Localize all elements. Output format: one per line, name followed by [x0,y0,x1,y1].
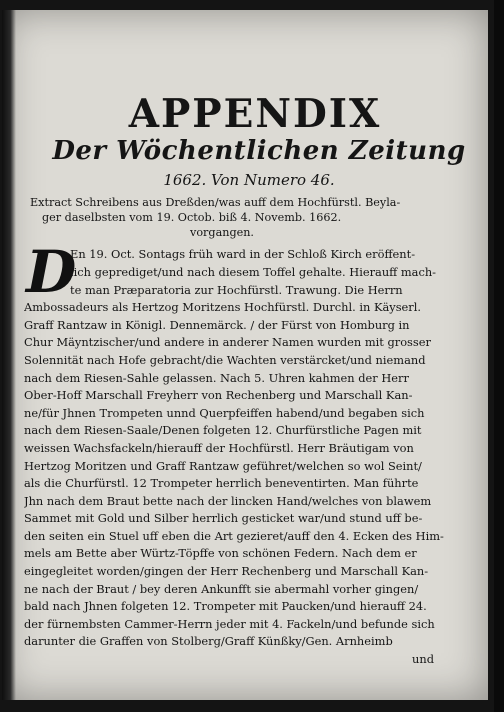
text-line: und [412,652,434,667]
extract-heading [30,196,474,240]
text-line: te man Præparatoria zur Hochfürstl. Trawung. Die Herrn [70,282,403,297]
drop-cap: D [26,238,77,307]
text-line: Chur Mäyntzischer/und andere in anderer Namen wurden mit grosser [24,335,431,350]
text-line: lich geprediget/und nach diesem Toffel gehalte. Hierauff mach- [70,264,437,279]
text-line: Solennität nach Hofe gebracht/die Wachten verstärcket/und niemand [24,352,426,367]
text-line: Ober-Hoff Marschall Freyherr von Rechenberg und Marschall Kan- [24,388,413,403]
text-line: darunter die Graffen von Stolberg/Graff Künßky/Gen. Arnheimb [24,634,393,649]
document-content [24,66,474,669]
text-line: ne/für Jhnen Trompeten unnd Querpfeiffen habend/und begaben sich [24,405,425,420]
appendix-heading: APPENDIX [128,91,382,137]
page-shadow-edge [2,10,16,700]
zeitung-title: Der Wöchentlichen Zeitung [52,136,466,166]
text-line: En 19. Oct. Sontags früh ward in der Schloß Kirch eröffent- [70,247,416,262]
text-line: nach dem Riesen-Sahle gelassen. Nach 5. Uhren kahmen der Herr [24,370,409,385]
issue-number: 1662. Von Numero 46. [163,171,335,189]
text-line: eingegleitet worden/gingen der Herr Rechenberg und Marschall Kan- [24,564,429,579]
text-line: Graff Rantzaw in Königl. Dennemärck. / der Fürst von Homburg in [24,317,410,332]
article-body [24,238,474,668]
text-line: Hertzog Moritzen und Graff Rantzaw geführet/welchen so wol Seint/ [24,458,422,473]
text-line: bald nach Jhnen folgeten 12. Trompeter mit Paucken/und hierauff 24. [24,599,427,614]
text-line: mels am Bette aber Würtz-Töpffe von schönen Federn. Nach dem er [24,546,417,561]
binding-edge [494,0,504,712]
text-line: Ambossadeurs als Hertzog Moritzens Hochfürstl. Durchl. in Käyserl. [24,300,421,315]
text-line: Sammet mit Gold und Silber herrlich gesticket war/und stund uff be- [24,511,423,526]
text-line: Jhn nach dem Braut bette nach der lincken Hand/welches von blawem [24,493,432,508]
text-line: als die Churfürstl. 12 Trompeter herrlich beneventirten. Man führte [24,476,419,491]
extract-line: vorgangen. [190,225,254,239]
extract-line: Extract Schreibens aus Dreßden/was auff dem Hochfürstl. Beyla- [30,196,401,209]
text-line: der fürnembsten Cammer-Herrn jeder mit 4. Fackeln/und befunde sich [24,616,435,631]
paper-sheet [2,10,488,700]
text-line: weissen Wachsfackeln/hierauff der Hochfürstl. Herr Bräutigam von [24,440,414,455]
text-line: den seiten ein Stuel uff eben die Art gezieret/auff den 4. Ecken des Him- [24,528,444,543]
text-line: ne nach der Braut / bey deren Ankunfft sie abermahl vorher gingen/ [24,581,419,596]
extract-line: ger daselbsten vom 19. Octob. biß 4. Novemb. 1662. [42,210,342,224]
text-line: nach dem Riesen-Saale/Denen folgeten 12. Churfürstliche Pagen mit [24,423,422,438]
